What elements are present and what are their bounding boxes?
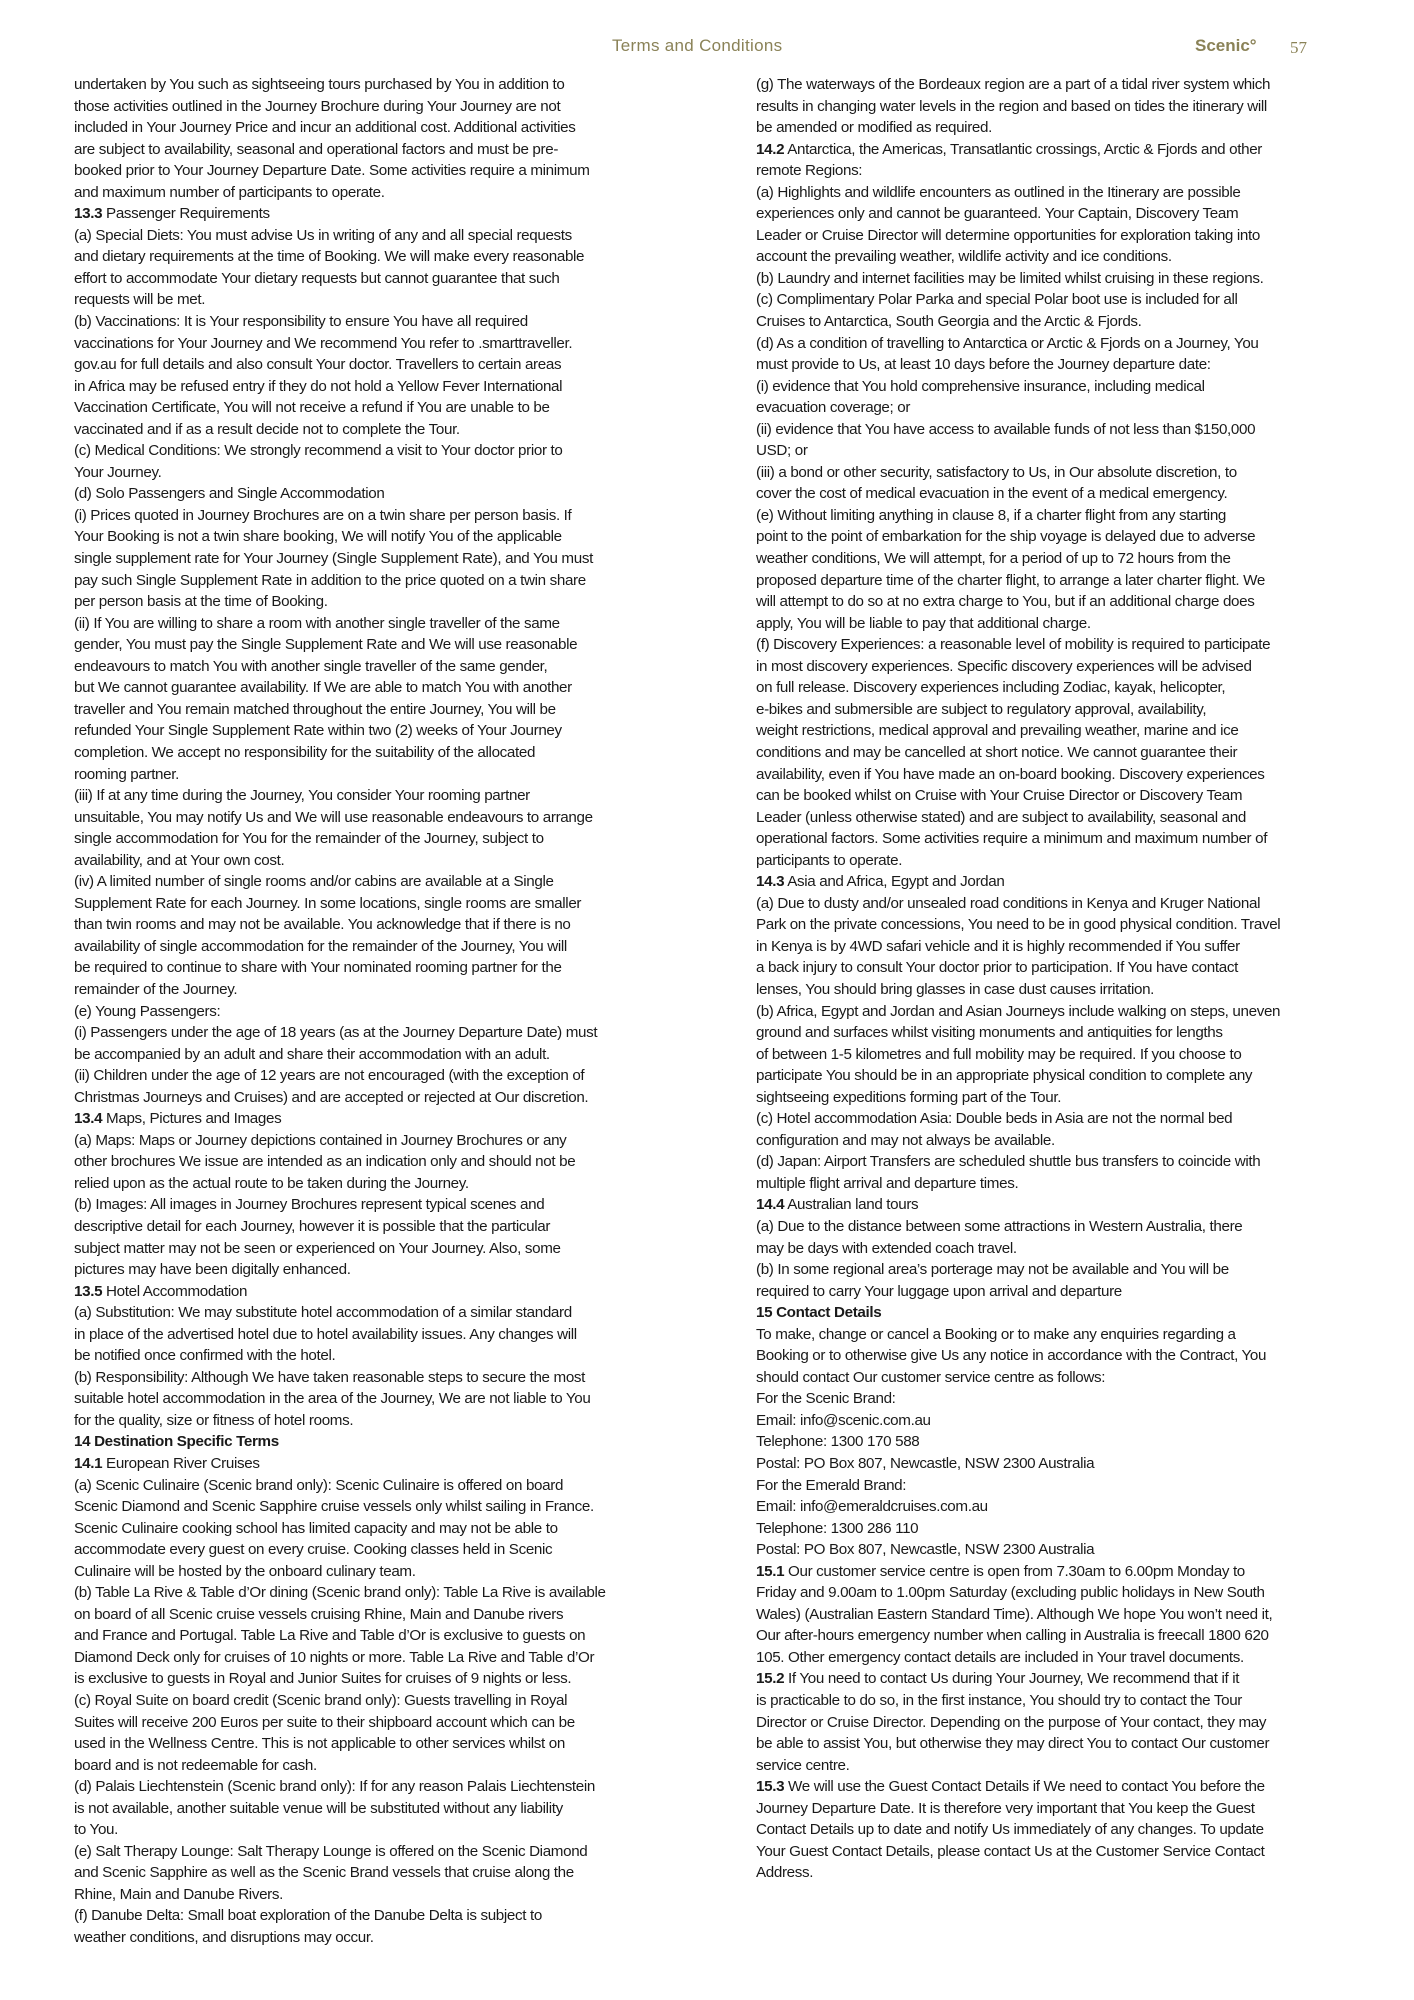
section-number: 13.3 xyxy=(74,205,103,223)
text-line: in Kenya is by 4WD safari vehicle and it is highly recommended if You suffer xyxy=(756,937,1240,955)
text-line: cover the cost of medical evacuation in the event of a medical emergency. xyxy=(756,485,1228,503)
text-line: and Scenic Sapphire as well as the Scenic Brand vessels that cruise along the xyxy=(74,1864,574,1882)
text-line: (a) Highlights and wildlife encounters as outlined in the Itinerary are possible xyxy=(756,183,1241,201)
section-heading-text: Maps, Pictures and Images xyxy=(102,1110,282,1128)
section-heading-line xyxy=(74,1281,680,1303)
page-number: 57 xyxy=(1290,38,1307,57)
text-line: Telephone: 1300 170 588 xyxy=(756,1433,920,1451)
section-heading-line xyxy=(756,1776,1362,1798)
text-line: availability of single accommodation for the remainder of the Journey, You will xyxy=(74,937,567,955)
text-line: (ii) evidence that You have access to available funds of not less than $150,000 xyxy=(756,420,1256,438)
text-line: (iii) a bond or other security, satisfactory to Us, in Our absolute discretion, to xyxy=(756,463,1237,481)
section-heading-text: Our customer service centre is open from 7.30am to 6.00pm Monday to xyxy=(784,1562,1245,1580)
text-line: (f) Danube Delta: Small boat exploration of the Danube Delta is subject to xyxy=(74,1907,542,1925)
text-line: point to the point of embarkation for the ship voyage is delayed due to adverse xyxy=(756,528,1256,546)
text-line: traveller and You remain matched throughout the entire Journey, You will be xyxy=(74,700,556,718)
text-line: Rhine, Main and Danube Rivers. xyxy=(74,1885,283,1903)
text-line: single supplement rate for Your Journey (Single Supplement Rate), and You must xyxy=(74,550,593,568)
text-line: Telephone: 1300 286 110 xyxy=(756,1519,919,1537)
text-line: per person basis at the time of Booking. xyxy=(74,593,328,611)
text-line: participate You should be in an appropriate physical condition to complete any xyxy=(756,1067,1253,1085)
text-line: (c) Complimentary Polar Parka and special Polar boot use is included for all xyxy=(756,291,1238,309)
text-line: For the Emerald Brand: xyxy=(756,1476,907,1494)
text-line: Scenic Diamond and Scenic Sapphire cruise vessels only whilst sailing in France. xyxy=(74,1498,594,1516)
text-line: (i) evidence that You hold comprehensive insurance, including medical xyxy=(756,377,1205,395)
text-line: (d) Palais Liechtenstein (Scenic brand only): If for any reason Palais Liechtenstein xyxy=(74,1778,596,1796)
text-line: descriptive detail for each Journey, however it is possible that the particular xyxy=(74,1217,551,1235)
text-line: is practicable to do so, in the first instance, You should try to contact the Tour xyxy=(756,1692,1243,1710)
section-heading-line xyxy=(756,1561,1362,1583)
text-line: Booking or to otherwise give Us any notice in accordance with the Contract, You xyxy=(756,1347,1267,1365)
text-line: (iv) A limited number of single rooms and/or cabins are available at a Single xyxy=(74,873,554,891)
text-line: (ii) If You are willing to share a room with another single traveller of the same xyxy=(74,614,560,632)
text-line: availability, even if You have made an on-board booking. Discovery experiences xyxy=(756,765,1265,783)
section-heading-line xyxy=(756,1302,1362,1324)
text-line: but We cannot guarantee availability. If We are able to match You with another xyxy=(74,679,572,697)
left-column xyxy=(74,74,680,1949)
right-column xyxy=(756,74,1362,1884)
section-number: 14 Destination Specific Terms xyxy=(74,1433,279,1451)
text-line: is not available, another suitable venue will be substituted without any liability xyxy=(74,1799,563,1817)
text-line: Your Journey. xyxy=(74,463,162,481)
section-heading-text: Hotel Accommodation xyxy=(102,1282,248,1300)
text-line: rooming partner. xyxy=(74,765,179,783)
text-line: Our after-hours emergency number when calling in Australia is freecall 1800 620 xyxy=(756,1627,1269,1645)
text-line: than twin rooms and may not be available. You acknowledge that if there is no xyxy=(74,916,571,934)
text-line: relied upon as the actual route to be taken during the Journey. xyxy=(74,1174,469,1192)
section-number: 14.3 xyxy=(756,873,785,891)
text-line: (i) Passengers under the age of 18 years (as at the Journey Departure Date) must xyxy=(74,1024,598,1042)
text-line: Contact Details up to date and notify Us immediately of any changes. To update xyxy=(756,1821,1264,1839)
text-line: and France and Portugal. Table La Rive and Table d’Or is exclusive to guests on xyxy=(74,1627,586,1645)
text-line: Wales) (Australian Eastern Standard Time). Although We hope You won’t need it, xyxy=(756,1605,1273,1623)
section-heading-text: Australian land tours xyxy=(784,1196,919,1214)
section-heading-line xyxy=(74,1108,680,1130)
page-header xyxy=(0,36,1414,66)
text-line: pay such Single Supplement Rate in addition to the price quoted on a twin share xyxy=(74,571,586,589)
text-line: (c) Hotel accommodation Asia: Double beds in Asia are not the normal bed xyxy=(756,1110,1233,1128)
text-line: Culinaire will be hosted by the onboard culinary team. xyxy=(74,1562,416,1580)
text-line: 105. Other emergency contact details are included in Your travel documents. xyxy=(756,1648,1244,1666)
section-number: 13.5 xyxy=(74,1282,103,1300)
text-line: Cruises to Antarctica, South Georgia and the Arctic & Fjords. xyxy=(756,313,1142,331)
text-line: Christmas Journeys and Cruises) and are accepted or rejected at Our discretion. xyxy=(74,1088,589,1106)
text-line: apply, You will be liable to pay that additional charge. xyxy=(756,614,1091,632)
text-line: in place of the advertised hotel due to hotel availability issues. Any changes will xyxy=(74,1325,577,1343)
text-line: (c) Medical Conditions: We strongly recommend a visit to Your doctor prior to xyxy=(74,442,563,460)
text-line: account the prevailing weather, wildlife activity and ice conditions. xyxy=(756,248,1172,266)
text-line: be notified once confirmed with the hotel. xyxy=(74,1347,336,1365)
text-line: (a) Scenic Culinaire (Scenic brand only): Scenic Culinaire is offered on board xyxy=(74,1476,564,1494)
text-line: undertaken by You such as sightseeing tours purchased by You in addition to xyxy=(74,76,565,93)
text-line: (a) Special Diets: You must advise Us in writing of any and all special requests xyxy=(74,226,572,244)
text-line: for the quality, size or fitness of hotel rooms. xyxy=(74,1411,354,1429)
text-line: (g) The waterways of the Bordeaux region are a part of a tidal river system which xyxy=(756,76,1271,93)
text-line: (f) Discovery Experiences: a reasonable level of mobility is required to participate xyxy=(756,636,1271,654)
text-line: Your Guest Contact Details, please contact Us at the Customer Service Contact xyxy=(756,1842,1265,1860)
text-line: on full release. Discovery experiences including Zodiac, kayak, helicopter, xyxy=(756,679,1226,697)
text-line: experiences only and cannot be guaranteed. Your Captain, Discovery Team xyxy=(756,205,1239,223)
section-heading-line xyxy=(756,1194,1362,1216)
text-line: Director or Cruise Director. Depending on the purpose of Your contact, they may xyxy=(756,1713,1267,1731)
text-line: (a) Due to dusty and/or unsealed road conditions in Kenya and Kruger National xyxy=(756,894,1261,912)
text-line: weather conditions, We will attempt, for a period of up to 72 hours from the xyxy=(756,550,1231,568)
text-line: (b) Images: All images in Journey Brochures represent typical scenes and xyxy=(74,1196,545,1214)
text-line: requests will be met. xyxy=(74,291,206,309)
text-line: can be booked whilst on Cruise with Your Cruise Director or Discovery Team xyxy=(756,787,1243,805)
section-number: 15.2 xyxy=(756,1670,785,1688)
text-line: Address. xyxy=(756,1864,814,1882)
text-line: unsuitable, You may notify Us and We will use reasonable endeavours to arrange xyxy=(74,808,593,826)
section-title: Terms and Conditions xyxy=(612,36,783,55)
section-number: 13.4 xyxy=(74,1110,103,1128)
text-line: Email: info@emeraldcruises.com.au xyxy=(756,1498,988,1516)
text-line: service centre. xyxy=(756,1756,850,1774)
section-number: 14.2 xyxy=(756,140,785,158)
text-line: operational factors. Some activities require a minimum and maximum number of xyxy=(756,830,1268,848)
text-line: and maximum number of participants to operate. xyxy=(74,183,385,201)
text-line: Postal: PO Box 807, Newcastle, NSW 2300 Australia xyxy=(756,1455,1095,1472)
text-line: Diamond Deck only for cruises of 10 nights or more. Table La Rive and Table d’Or xyxy=(74,1648,595,1666)
text-line: Park on the private concessions, You need to be in good physical condition. Travel xyxy=(756,916,1281,934)
text-line: may be days with extended coach travel. xyxy=(756,1239,1017,1257)
section-heading-text: If You need to contact Us during Your Journey, We recommend that if it xyxy=(784,1670,1240,1688)
text-line: required to carry Your luggage upon arrival and departure xyxy=(756,1282,1122,1300)
text-line: sightseeing expeditions forming part of the Tour. xyxy=(756,1088,1062,1106)
text-line: be required to continue to share with Your nominated rooming partner for the xyxy=(74,959,562,977)
text-line: (ii) Children under the age of 12 years are not encouraged (with the exception of xyxy=(74,1067,585,1085)
text-line: gov.au for full details and also consult Your doctor. Travellers to certain areas xyxy=(74,356,562,374)
text-line: Leader or Cruise Director will determine opportunities for exploration taking into xyxy=(756,226,1260,244)
text-line: Supplement Rate for each Journey. In some locations, single rooms are smaller xyxy=(74,894,582,912)
text-line: board and is not redeemable for cash. xyxy=(74,1756,317,1774)
text-line: pictures may have been digitally enhanced. xyxy=(74,1261,351,1279)
text-line: Vaccination Certificate, You will not receive a refund if You are unable to be xyxy=(74,399,550,417)
section-heading-line xyxy=(74,1453,680,1475)
text-line: (b) Table La Rive & Table d’Or dining (Scenic brand only): Table La Rive is available xyxy=(74,1584,606,1602)
section-number: 15.1 xyxy=(756,1562,785,1580)
text-line: subject matter may not be seen or experienced on Your Journey. Also, some xyxy=(74,1239,561,1257)
text-line: in most discovery experiences. Specific discovery experiences will be advised xyxy=(756,657,1252,675)
text-line: (a) Due to the distance between some attractions in Western Australia, there xyxy=(756,1217,1243,1235)
text-line: should contact Our customer service centre as follows: xyxy=(756,1368,1106,1386)
text-line: of between 1-5 kilometres and full mobility may be required. If you choose to xyxy=(756,1045,1242,1063)
text-line: To make, change or cancel a Booking or to make any enquiries regarding a xyxy=(756,1325,1236,1343)
text-line: Scenic Culinaire cooking school has limited capacity and may not be able to xyxy=(74,1519,558,1537)
section-number: 14.4 xyxy=(756,1196,785,1214)
text-line: gender, You must pay the Single Supplement Rate and We will use reasonable xyxy=(74,636,578,654)
section-heading-text: Antarctica, the Americas, Transatlantic crossings, Arctic & Fjords and other xyxy=(784,140,1262,158)
text-line: (b) In some regional area’s porterage may not be available and You will be xyxy=(756,1261,1229,1279)
section-heading-line xyxy=(74,1431,680,1453)
text-line: (d) Solo Passengers and Single Accommodation xyxy=(74,485,385,503)
text-line: other brochures We issue are intended as an indication only and should not be xyxy=(74,1153,576,1171)
text-line: (a) Substitution: We may substitute hotel accommodation of a similar standard xyxy=(74,1304,572,1322)
text-line: Suites will receive 200 Euros per suite to their shipboard account which can be xyxy=(74,1713,575,1731)
text-line: (e) Salt Therapy Lounge: Salt Therapy Lounge is offered on the Scenic Diamond xyxy=(74,1842,588,1860)
text-line: single accommodation for You for the remainder of the Journey, subject to xyxy=(74,830,544,848)
text-line: included in Your Journey Price and incur an additional cost. Additional activities xyxy=(74,119,576,137)
text-line: a back injury to consult Your doctor prior to participation. If You have contact xyxy=(756,959,1238,977)
section-number: 15.3 xyxy=(756,1778,785,1796)
text-line: vaccinations for Your Journey and We recommend You refer to .smarttraveller. xyxy=(74,334,573,352)
text-line: be able to assist You, but otherwise they may direct You to contact Our customer xyxy=(756,1735,1270,1753)
section-number: 15 Contact Details xyxy=(756,1304,882,1322)
text-line: (e) Without limiting anything in clause 8, if a charter flight from any starting xyxy=(756,506,1227,524)
text-line: ground and surfaces whilst visiting monuments and antiquities for lengths xyxy=(756,1024,1223,1042)
brand-name: Scenic° xyxy=(1195,36,1257,55)
text-line: (a) Maps: Maps or Journey depictions contained in Journey Brochures or any xyxy=(74,1131,567,1149)
section-heading-text: Passenger Requirements xyxy=(102,205,270,223)
text-line: (b) Laundry and internet facilities may be limited whilst cruising in these regions. xyxy=(756,269,1264,287)
text-line: Friday and 9.00am to 1.00pm Saturday (excluding public holidays in New South xyxy=(756,1584,1265,1602)
text-line: is exclusive to guests in Royal and Junior Suites for cruises of 9 nights or less. xyxy=(74,1670,572,1688)
section-heading-text: We will use the Guest Contact Details if We need to contact You before the xyxy=(784,1778,1265,1796)
text-line: be amended or modified as required. xyxy=(756,119,992,137)
text-line: configuration and may not always be available. xyxy=(756,1131,1055,1149)
text-line: availability, and at Your own cost. xyxy=(74,851,285,869)
text-line: accommodate every guest on every cruise. Cooking classes held in Scenic xyxy=(74,1541,553,1559)
text-line: weather conditions, and disruptions may occur. xyxy=(74,1929,374,1947)
text-line: must provide to Us, at least 10 days before the Journey departure date: xyxy=(756,356,1211,374)
section-heading-line xyxy=(756,139,1362,161)
text-line: Postal: PO Box 807, Newcastle, NSW 2300 Australia xyxy=(756,1541,1095,1559)
section-heading-line xyxy=(74,203,680,225)
text-line: conditions and may be cancelled at short notice. We cannot guarantee their xyxy=(756,743,1238,761)
text-line: effort to accommodate Your dietary requests but cannot guarantee that such xyxy=(74,269,560,287)
text-line: vaccinated and if as a result decide not to complete the Tour. xyxy=(74,420,460,438)
text-line: used in the Wellness Centre. This is not applicable to other services whilst on xyxy=(74,1735,565,1753)
text-line: endeavours to match You with another single traveller of the same gender, xyxy=(74,657,548,675)
text-line: weight restrictions, medical approval and prevailing weather, marine and ice xyxy=(756,722,1239,740)
text-line: refunded Your Single Supplement Rate within two (2) weeks of Your Journey xyxy=(74,722,562,740)
text-line: (d) Japan: Airport Transfers are scheduled shuttle bus transfers to coincide with xyxy=(756,1153,1261,1171)
section-heading-text: European River Cruises xyxy=(102,1455,260,1472)
text-line: suitable hotel accommodation in the area of the Journey, We are not liable to You xyxy=(74,1390,591,1408)
text-line: Your Booking is not a twin share booking, We will notify You of the applicable xyxy=(74,528,562,546)
text-line: will attempt to do so at no extra charge to You, but if an additional charge does xyxy=(756,593,1255,611)
text-line: (b) Africa, Egypt and Jordan and Asian Journeys include walking on steps, uneven xyxy=(756,1002,1281,1020)
text-line: USD; or xyxy=(756,442,808,460)
section-number: 14.1 xyxy=(74,1455,103,1472)
section-heading-text: Asia and Africa, Egypt and Jordan xyxy=(784,873,1005,891)
text-line: Leader (unless otherwise stated) and are subject to availability, seasonal and xyxy=(756,808,1246,826)
text-line: evacuation coverage; or xyxy=(756,399,911,417)
text-line: For the Scenic Brand: xyxy=(756,1390,896,1408)
text-line: (c) Royal Suite on board credit (Scenic brand only): Guests travelling in Royal xyxy=(74,1692,568,1710)
text-line: and dietary requirements at the time of Booking. We will make every reasonable xyxy=(74,248,585,266)
text-line: remainder of the Journey. xyxy=(74,980,238,998)
text-line: remote Regions: xyxy=(756,162,863,180)
text-line: be accompanied by an adult and share their accommodation with an adult. xyxy=(74,1045,550,1063)
text-line: (iii) If at any time during the Journey, You consider Your rooming partner xyxy=(74,787,530,805)
section-heading-line xyxy=(756,871,1362,893)
text-line: (b) Vaccinations: It is Your responsibility to ensure You have all required xyxy=(74,313,528,331)
text-line: proposed departure time of the charter flight, to arrange a later charter flight. We xyxy=(756,571,1265,589)
text-line: to You. xyxy=(74,1821,119,1839)
text-line: results in changing water levels in the region and based on tides the itinerary will xyxy=(756,97,1267,115)
text-line: (b) Responsibility: Although We have taken reasonable steps to secure the most xyxy=(74,1368,586,1386)
text-line: lenses, You should bring glasses in case dust causes irritation. xyxy=(756,980,1155,998)
text-line: Journey Departure Date. It is therefore very important that You keep the Guest xyxy=(756,1799,1255,1817)
text-line: e-bikes and submersible are subject to regulatory approval, availability, xyxy=(756,700,1207,718)
text-line: those activities outlined in the Journey Brochure during Your Journey are not xyxy=(74,97,561,115)
text-line: on board of all Scenic cruise vessels cruising Rhine, Main and Danube rivers xyxy=(74,1605,564,1623)
text-line: are subject to availability, seasonal and operational factors and must be pre- xyxy=(74,140,559,158)
text-line: completion. We accept no responsibility for the suitability of the allocated xyxy=(74,743,536,761)
text-line: multiple flight arrival and departure times. xyxy=(756,1174,1019,1192)
text-line: in Africa may be refused entry if they do not hold a Yellow Fever International xyxy=(74,377,563,395)
text-line: participants to operate. xyxy=(756,851,903,869)
text-line: (i) Prices quoted in Journey Brochures are on a twin share per person basis. If xyxy=(74,506,572,524)
text-line: booked prior to Your Journey Departure Date. Some activities require a minimum xyxy=(74,162,590,180)
text-line: Email: info@scenic.com.au xyxy=(756,1411,931,1429)
section-heading-line xyxy=(756,1668,1362,1690)
text-line: (d) As a condition of travelling to Antarctica or Arctic & Fjords on a Journey, You xyxy=(756,334,1259,352)
text-line: (e) Young Passengers: xyxy=(74,1002,221,1020)
